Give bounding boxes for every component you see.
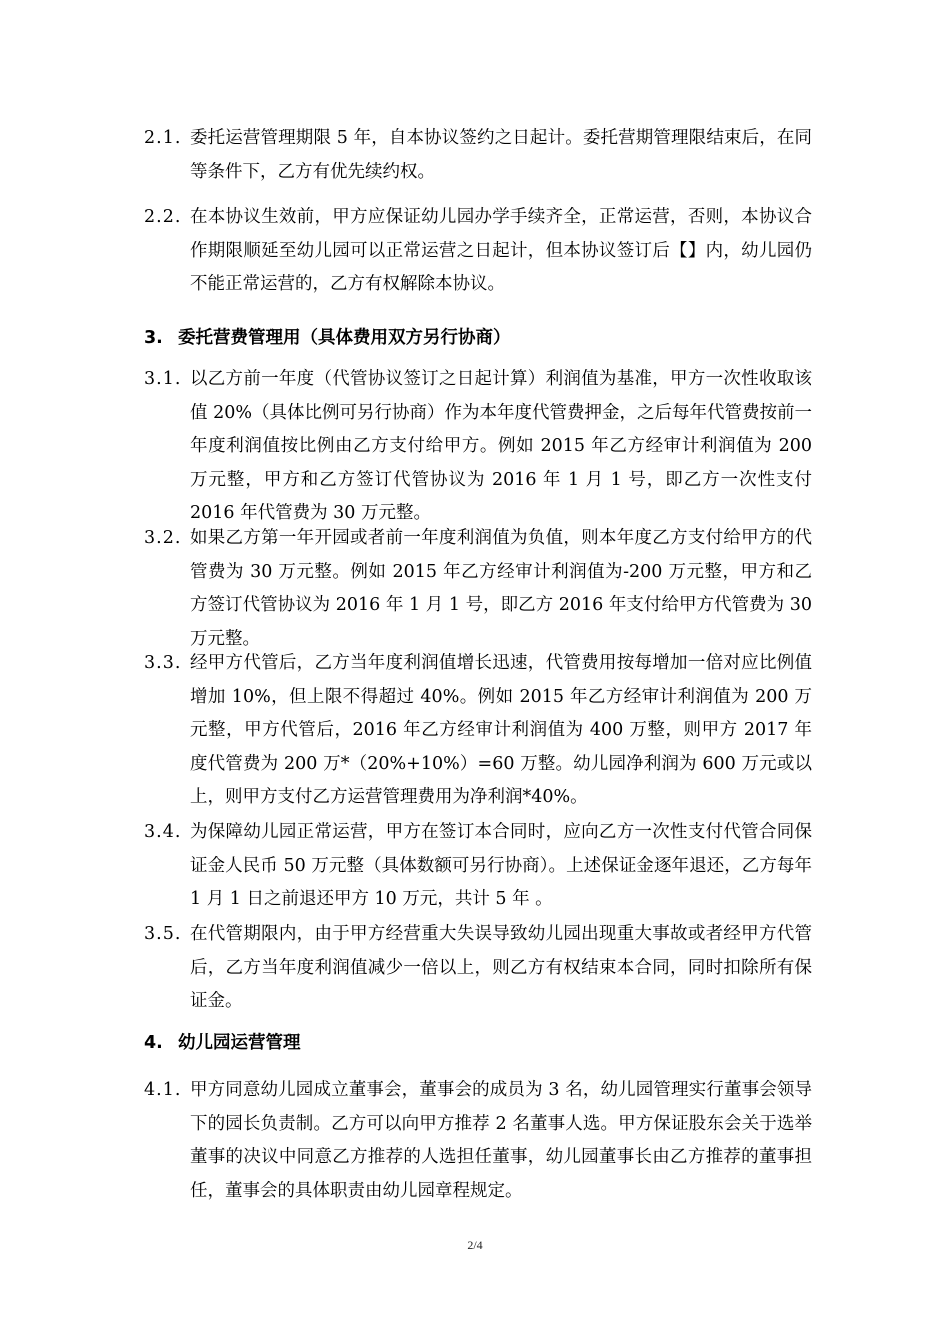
clause-number: 2.2. (144, 207, 182, 227)
clause-4-1 (144, 1074, 812, 1208)
clause-3-1 (144, 363, 812, 531)
clause-number: 3.2. (144, 528, 182, 548)
clause-text: 甲方同意幼儿园成立董事会，董事会的成员为 3 名，幼儿园管理实行董事会领导下的园长负责制。乙方可以向甲方推荐 2 名董事人选。甲方保证股东会关于选举董事的决议中同意乙方推荐的人选担任董事，幼儿园董事长由乙方推荐的董事担任，董事会的具体职责由幼儿园章程规定。 (190, 1080, 812, 1201)
clause-number: 3.1. (144, 369, 182, 389)
clause-text: 在代管期限内，由于甲方经营重大失误导致幼儿园出现重大事故或者经甲方代管后，乙方当年度利润值减少一倍以上，则乙方有权结束本合同，同时扣除所有保证金。 (190, 924, 812, 1011)
clause-2-2 (144, 201, 812, 302)
clause-text: 以乙方前一年度（代管协议签订之日起计算）利润值为基准，甲方一次性收取该值 20%（具体比例可另行协商）作为本年度代管费押金，之后每年代管费按前一年度利润值按比例由乙方支付给甲方。例如 2015 年乙方经审计利润值为 200 万元整，甲方和乙方签订代管协议为 2016 年 1 月 1 号，即乙方一次性支付 2016 年代管费为 30 万元整。 (190, 369, 812, 523)
clause-text: 委托运营管理期限 5 年，自本协议签约之日起计。委托营期管理限结束后，在同等条件下，乙方有优先续约权。 (190, 128, 812, 182)
clause-number: 2.1. (144, 128, 182, 148)
clause-3-3 (144, 647, 812, 815)
clause-number: 3.3. (144, 653, 182, 673)
section-number: 4. (144, 1033, 163, 1053)
clause-text: 经甲方代管后，乙方当年度利润值增长迅速，代管费用按每增加一倍对应比例值增加 10%，但上限不得超过 40%。例如 2015 年乙方经审计利润值为 200 万元整，甲方代管后，2016 年乙方经审计利润值为 400 万整，则甲方 2017 年度代管费为 200 万*（20%+10%）=60 万整。幼儿园净利润为 600 万元或以上，则甲方支付乙方运营管理费用为净利润*40%。 (190, 653, 812, 807)
page-number: 2/4 (467, 1238, 483, 1252)
clause-3-4 (144, 816, 812, 917)
section-heading-4 (144, 1028, 301, 1058)
section-title: 幼儿园运营管理 (178, 1033, 301, 1053)
section-heading-3 (144, 323, 511, 353)
clause-3-5 (144, 918, 812, 1019)
clause-3-2 (144, 522, 812, 656)
clause-number: 4.1. (144, 1080, 182, 1100)
clause-text: 为保障幼儿园正常运营，甲方在签订本合同时，应向乙方一次性支付代管合同保证金人民币 50 万元整（具体数额可另行协商）。上述保证金逐年退还，乙方每年 1 月 1 日之前退还甲方 10 万元，共计 5 年 。 (190, 822, 812, 909)
section-title: 委托营费管理用（具体费用双方另行协商） (178, 328, 511, 348)
clause-text: 在本协议生效前，甲方应保证幼儿园办学手续齐全，正常运营，否则，本协议合作期限顺延至幼儿园可以正常运营之日起计，但本协议签订后【】内，幼儿园仍不能正常运营的，乙方有权解除本协议。 (190, 207, 812, 294)
section-number: 3. (144, 328, 163, 348)
clause-number: 3.5. (144, 924, 182, 944)
clause-number: 3.4. (144, 822, 182, 842)
clause-2-1 (144, 122, 812, 189)
clause-text: 如果乙方第一年开园或者前一年度利润值为负值，则本年度乙方支付给甲方的代管费为 30 万元整。例如 2015 年乙方经审计利润值为-200 万元整，甲方和乙方签订代管协议为 2016 年 1 月 1 号，即乙方 2016 年支付给甲方代管费为 30 万元整。 (190, 528, 812, 649)
